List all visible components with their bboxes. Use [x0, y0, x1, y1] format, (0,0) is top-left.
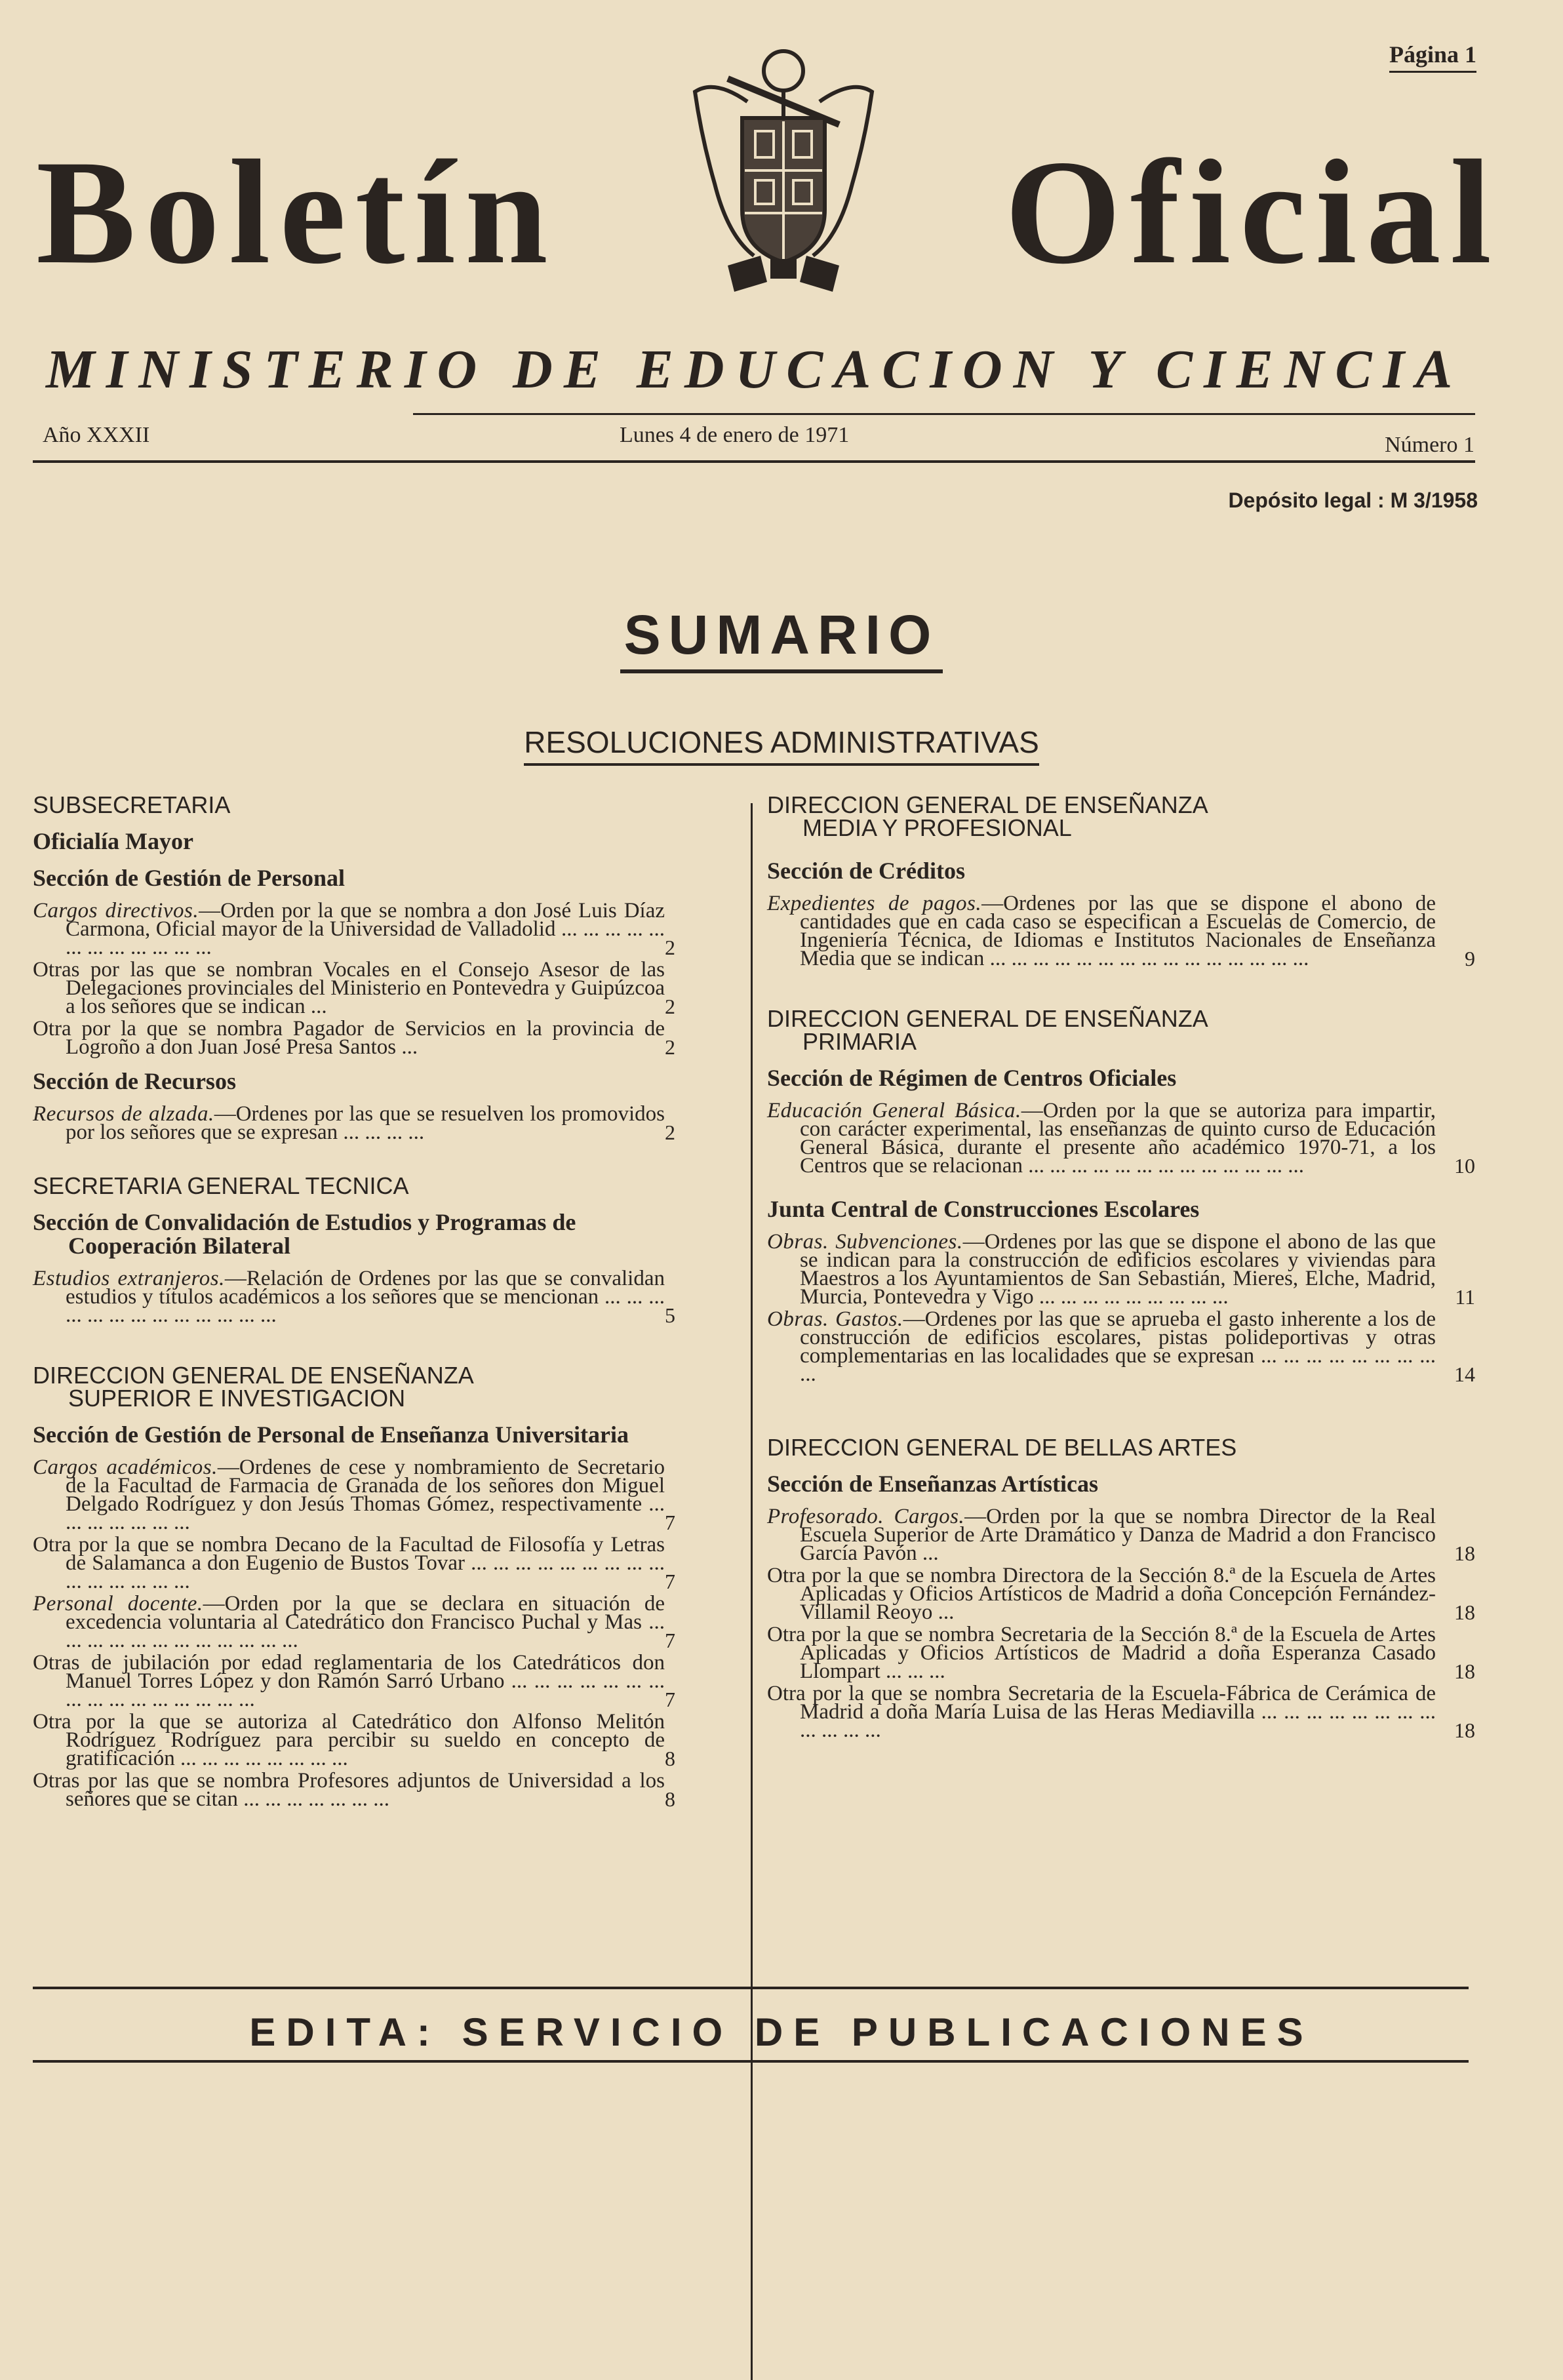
coat-of-arms-icon — [688, 39, 879, 295]
subsection-heading: Sección de Recursos — [33, 1068, 236, 1094]
legal-deposit: Depósito legal : M 3/1958 — [1228, 488, 1478, 512]
page-reference: 7 — [665, 1629, 675, 1652]
list-item: Recursos de alzada.—Ordenes por las que se resuelven los promovidos por los señores que se expresan ... ... ... ... 2 — [33, 1102, 675, 1144]
page-reference: 18 — [1454, 1718, 1475, 1742]
page-number: Página 1 — [1389, 41, 1476, 73]
page-reference: 2 — [665, 995, 675, 1018]
page-reference: 2 — [665, 936, 675, 959]
issue-date: Lunes 4 de enero de 1971 — [620, 423, 850, 447]
list-item: Otra por la que se nombra Decano de la Facultad de Filosofía y Letras de Salamanca a don Eugenio de Bustos Tovar ... ... ... ... ... ... ... ... ... ... ... ... ... ... ... 7 — [33, 1533, 675, 1593]
section-title: RESOLUCIONES ADMINISTRATIVAS — [0, 724, 1563, 760]
department-heading: SECRETARIA GENERAL TECNICA — [33, 1172, 409, 1199]
page-reference: 18 — [1454, 1600, 1475, 1624]
list-item: Educación General Básica.—Orden por la que se autoriza para impartir, con carácter experimental, las enseñanzas de quinto curso de Educación General Básica, durante el presente año académico 1970-71, a los Centros que se relacionan ... ... ... ... ... ... ... ... ... ... ... ... ... 10 — [767, 1099, 1475, 1178]
issue-number: Número 1 — [1385, 433, 1474, 457]
subsection-heading: Sección de Enseñanzas Artísticas — [767, 1471, 1099, 1497]
list-item: Profesorado. Cargos.—Orden por la que se nombra Director de la Real Escuela Superior de Arte Dramático y Danza de Madrid a don Francisco García Pavón ... 18 — [767, 1505, 1475, 1565]
page-reference: 8 — [665, 1747, 675, 1770]
page-reference: 18 — [1454, 1659, 1475, 1683]
column-divider — [751, 803, 753, 2380]
list-item: Cargos académicos.—Ordenes de cese y nombramiento de Secretario de la Facultad de Farmacia de Granada de los señores don Miguel Delgado Rodríguez y don Jesús Thomas Gómez, respectivamente ... ... ... ... ... ... ... 7 — [33, 1456, 675, 1534]
subsection-heading: Sección de Créditos — [767, 858, 965, 884]
subsection-heading: Oficialía Mayor — [33, 828, 193, 854]
list-item: Cargos directivos.—Orden por la que se nombra a don José Luis Díaz Carmona, Oficial mayor de la Universidad de Valladolid ... ... ... ... ... ... ... ... ... ... ... ... 2 — [33, 899, 675, 959]
footer-rule-bottom — [33, 2060, 1469, 2063]
list-item: Otras por las que se nombra Profesores adjuntos de Universidad a los señores que se citan ... ... ... ... ... ... ... 8 — [33, 1769, 675, 1811]
page-reference: 14 — [1454, 1362, 1475, 1386]
page-reference: 2 — [665, 1035, 675, 1059]
summary-title: SUMARIO — [0, 603, 1563, 667]
footer-rule-top — [33, 1987, 1469, 1989]
page-reference: 7 — [665, 1688, 675, 1711]
subsection-heading: Sección de Gestión de Personal — [33, 865, 345, 891]
list-item: Otras por las que se nombran Vocales en el Consejo Asesor de las Delegaciones provinciales del Ministerio en Pontevedra y Guipúzcoa a los señores que se indican ... 2 — [33, 958, 675, 1018]
publisher-line: EDITA: SERVICIO DE PUBLICACIONES — [249, 2010, 1314, 2054]
page-reference: 7 — [665, 1511, 675, 1534]
page-reference: 11 — [1455, 1285, 1475, 1309]
list-item: Otra por la que se nombra Secretaria de la Escuela-Fábrica de Cerámica de Madrid a doña María Luisa de las Heras Mediavilla ... ... ... ... ... ... ... ... ... ... ... ... 18 — [767, 1682, 1475, 1742]
year-label: Año XXXII — [43, 423, 150, 447]
list-item: Otra por la que se nombra Pagador de Servicios en la provincia de Logroño a don Juan José Presa Santos ... 2 — [33, 1017, 675, 1059]
list-item: Personal docente.—Orden por la que se declara en situación de excedencia voluntaria al Catedrático don Francisco Puchal y Mas ... ... ... ... ... ... ... ... ... ... ... ... 7 — [33, 1592, 675, 1652]
left-column — [33, 791, 675, 1811]
department-heading: DIRECCION GENERAL DE ENSEÑANZA PRIMARIA — [767, 1005, 1208, 1055]
list-item: Estudios extranjeros.—Relación de Ordenes por las que se convalidan estudios y títulos académicos a los señores que se mencionan ... ... ... ... ... ... ... ... ... ... ... ... ... 5 — [33, 1267, 675, 1327]
ministry-name: MINISTERIO DE EDUCACION Y CIENCIA — [46, 339, 1464, 400]
list-item: Otra por la que se autoriza al Catedrático don Alfonso Melitón Rodríguez Rodríguez para percibir su sueldo en concepto de gratificación ... ... ... ... ... ... ... ... 8 — [33, 1710, 675, 1770]
page-reference: 9 — [1465, 947, 1475, 970]
list-item: Obras. Gastos.—Ordenes por las que se aprueba el gasto inherente a los de construcción de edificios escolares, pistas polideportivas y otras complementarias en las localidades que se expresan ... ... ... ... ... ... ... ... ... 14 — [767, 1307, 1475, 1386]
page-reference: 2 — [665, 1121, 675, 1144]
masthead-right: Oficial — [1004, 130, 1501, 295]
page-reference: 5 — [665, 1303, 675, 1327]
list-item: Expedientes de pagos.—Ordenes por las que se dispone el abono de cantidades que en cada caso se especifican a Escuelas de Comercio, de Ingeniería Técnica, de Idiomas e Institutos Nacionales de Enseñanza Media que se indican ... ... ... ... ... ... ... ... ... ... ... ... ... ... ... 9 — [767, 892, 1475, 970]
list-item: Otra por la que se nombra Directora de la Sección 8.ª de la Escuela de Artes Aplicadas y Oficios Artísticos de Madrid a doña Concepción Fernández-Villamil Reoyo ... 18 — [767, 1564, 1475, 1624]
subsection-heading: Junta Central de Construcciones Escolares — [767, 1196, 1200, 1222]
list-item: Obras. Subvenciones.—Ordenes por las que se dispone el abono de las que se indican para la construcción de edificios escolares y viviendas para Maestros a los Ayuntamientos de San Sebastián, Mieres, Elche, Madrid, Murcia, Pontevedra y Vigo ... ... ... ... ... ... ... ... ... 11 — [767, 1230, 1475, 1309]
subsection-heading: Sección de Régimen de Centros Oficiales — [767, 1065, 1177, 1091]
list-item: Otras de jubilación por edad reglamentaria de los Catedráticos don Manuel Torres López y don Ramón Sarró Urbano ... ... ... ... ... ... ... ... ... ... ... ... ... ... ... ... 7 — [33, 1651, 675, 1711]
page-reference: 18 — [1454, 1541, 1475, 1565]
subsection-heading: Sección de Gestión de Personal de Enseñanza Universitaria — [33, 1421, 629, 1448]
department-heading: DIRECCION GENERAL DE ENSEÑANZA SUPERIOR E INVESTIGACION — [33, 1362, 474, 1412]
department-heading: SUBSECRETARIA — [33, 791, 231, 818]
page-reference: 10 — [1454, 1154, 1475, 1178]
list-item: Otra por la que se nombra Secretaria de la Sección 8.ª de la Escuela de Artes Aplicadas y Oficios Artísticos de Madrid a doña Esperanza Casado Llompart ... ... ... 18 — [767, 1623, 1475, 1683]
right-column — [767, 791, 1475, 1742]
header-rule-bottom — [33, 460, 1475, 463]
page-reference: 7 — [665, 1570, 675, 1593]
header-rule-top — [413, 413, 1475, 415]
page-reference: 8 — [665, 1787, 675, 1811]
subsection-heading: Sección de Convalidación de Estudios y Programas de Cooperación Bilateral — [33, 1209, 576, 1259]
department-heading: DIRECCION GENERAL DE BELLAS ARTES — [767, 1434, 1237, 1461]
department-heading: DIRECCION GENERAL DE ENSEÑANZA MEDIA Y PROFESIONAL — [767, 791, 1208, 841]
masthead-left: Boletín — [36, 130, 557, 295]
